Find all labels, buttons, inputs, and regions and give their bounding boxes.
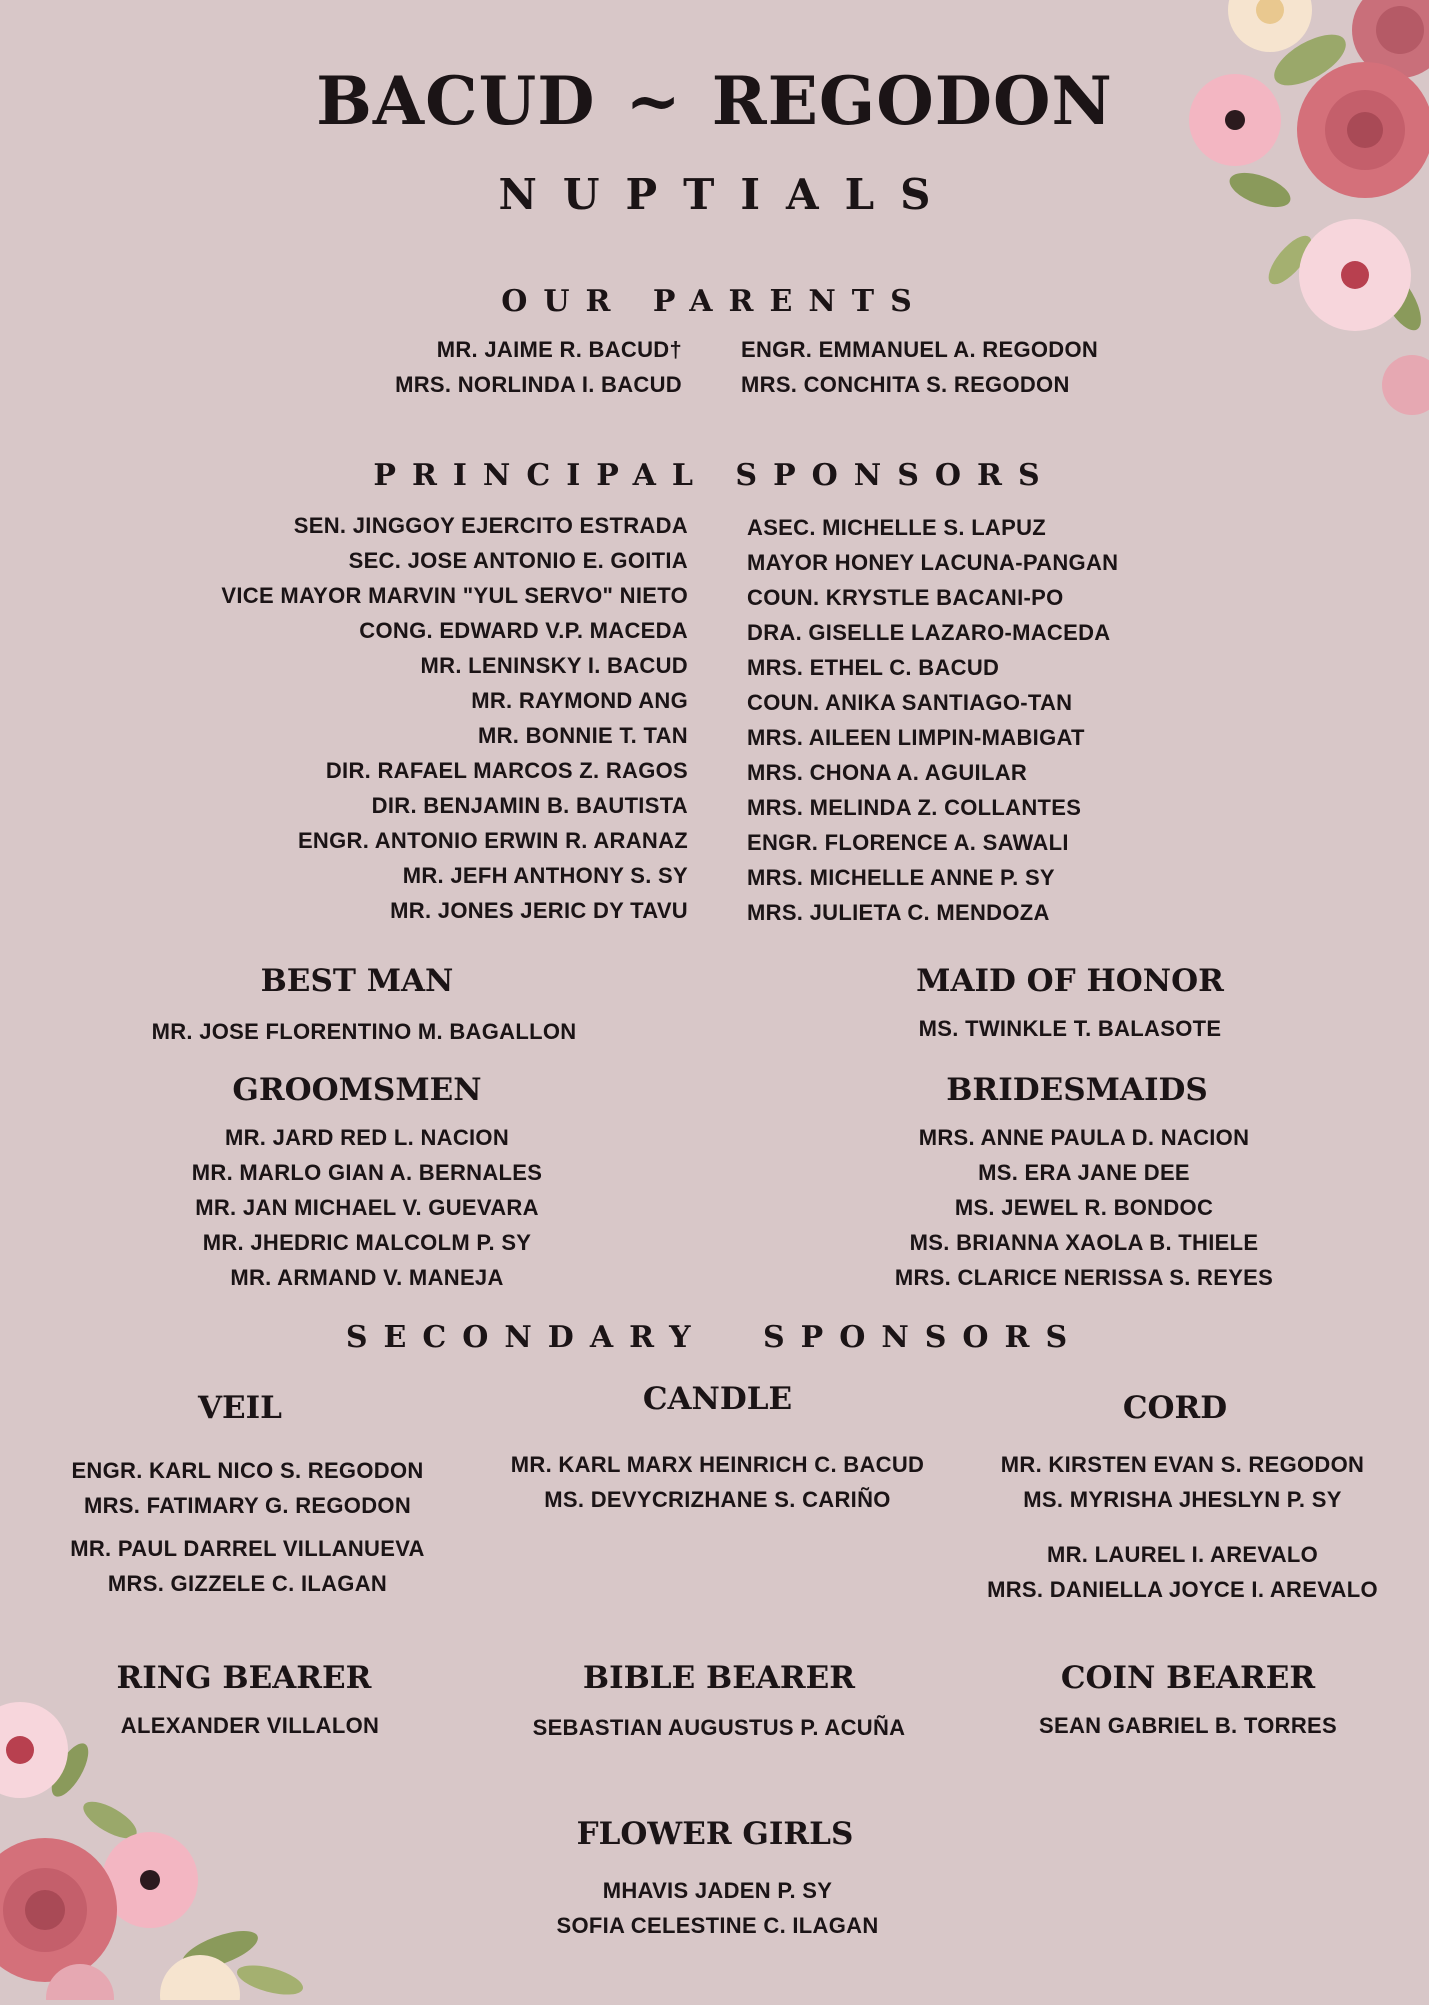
list-item: MR. PAUL DARREL VILLANUEVA [70,1536,425,1561]
list-item: MRS. CONCHITA S. REGODON [741,372,1070,397]
principal-sponsors-right-list [747,510,1227,930]
veil-sponsors-pair-2 [40,1531,455,1601]
list-item: MS. MYRISHA JHESLYN P. SY [1023,1487,1342,1512]
list-item: MR. BONNIE T. TAN [477,723,688,748]
cord-heading: CORD [1122,1390,1228,1426]
bridesmaids-list [834,1120,1334,1295]
ring-bearer-heading: RING BEARER [116,1660,372,1696]
list-item: MRS. NORLINDA I. BACUD [395,372,682,397]
groomsmen-heading: GROOMSMEN [232,1072,482,1108]
candle-heading: CANDLE [642,1381,793,1417]
list-item: DIR. BENJAMIN B. BAUTISTA [371,793,688,818]
list-item: MRS. JULIETA C. MENDOZA [747,900,1050,925]
groomsmen-list [117,1120,617,1295]
list-item: MR. ARMAND V. MANEJA [230,1265,504,1290]
bible-bearer-name: SEBASTIAN AUGUSTUS P. ACUÑA [532,1715,906,1740]
list-item: ENGR. FLORENCE A. SAWALI [747,830,1069,855]
list-item: MRS. FATIMARY G. REGODON [83,1493,412,1518]
veil-sponsors-pair-1 [40,1453,455,1523]
groom-parents-list [280,332,682,402]
list-item: MR. JONES JERIC DY TAVU [390,898,688,923]
list-item: COUN. KRYSTLE BACANI-PO [747,585,1064,610]
list-item: SEN. JINGGOY EJERCITO ESTRADA [293,513,688,538]
list-item: MRS. AILEEN LIMPIN-MABIGAT [747,725,1085,750]
ring-bearer-name: ALEXANDER VILLALON [120,1713,380,1738]
list-item: ENGR. KARL NICO S. REGODON [71,1458,424,1483]
flower-girls-list [490,1873,945,1943]
principal-sponsors-heading: PRINCIPAL SPONSORS [373,458,1056,493]
list-item: MRS. CHONA A. AGUILAR [747,760,1028,785]
list-item: MR. JAN MICHAEL V. GUEVARA [195,1195,539,1220]
list-item: MRS. DANIELLA JOYCE I. AREVALO [987,1577,1378,1602]
cord-sponsors-pair-1 [975,1447,1390,1517]
list-item: MS. ERA JANE DEE [978,1160,1190,1185]
list-item: MR. MARLO GIAN A. BERNALES [191,1160,543,1185]
list-item: MS. DEVYCRIZHANE S. CARIÑO [544,1487,891,1512]
candle-sponsors-pair-1 [490,1447,945,1517]
list-item: MR. JEFH ANTHONY S. SY [402,863,688,888]
list-item: SEC. JOSE ANTONIO E. GOITIA [348,548,688,573]
list-item: MRS. ETHEL C. BACUD [747,655,1000,680]
flower-girls-heading: FLOWER GIRLS [576,1816,854,1852]
list-item: MRS. CLARICE NERISSA S. REYES [894,1265,1274,1290]
cord-sponsors-pair-2 [975,1537,1390,1607]
veil-heading: VEIL [198,1390,282,1426]
maid-of-honor-heading: MAID OF HONOR [916,963,1224,999]
list-item: MS. BRIANNA XAOLA B. THIELE [909,1230,1259,1255]
list-item: SOFIA CELESTINE C. ILAGAN [556,1913,879,1938]
coin-bearer-heading: COIN BEARER [1060,1660,1316,1696]
list-item: MRS. MICHELLE ANNE P. SY [747,865,1055,890]
list-item: MR. JARD RED L. NACION [224,1125,510,1150]
list-item: ASEC. MICHELLE S. LAPUZ [747,515,1047,540]
list-item: MR. JHEDRIC MALCOLM P. SY [202,1230,532,1255]
list-item: MR. LAUREL I. AREVALO [1046,1542,1319,1567]
secondary-sponsors-heading: SECONDARY SPONSORS [345,1320,1084,1355]
best-man-name: MR. JOSE FLORENTINO M. BAGALLON [151,1019,577,1044]
principal-sponsors-left-list [150,508,688,928]
bride-family-name: REGODON [711,62,1113,140]
list-item: MRS. ANNE PAULA D. NACION [918,1125,1250,1150]
list-item: MS. JEWEL R. BONDOC [954,1195,1214,1220]
list-item: MR. KIRSTEN EVAN S. REGODON [1000,1452,1365,1477]
list-item: MRS. GIZZELE C. ILAGAN [107,1571,388,1596]
list-item: COUN. ANIKA SANTIAGO-TAN [747,690,1073,715]
bride-parents-list [741,332,1161,402]
bible-bearer-heading: BIBLE BEARER [582,1660,856,1696]
groom-family-name: BACUD [316,62,596,140]
list-item: MR. LENINSKY I. BACUD [420,653,688,678]
best-man-heading: BEST MAN [260,963,454,999]
list-item: MHAVIS JADEN P. SY [602,1878,833,1903]
bridesmaids-heading: BRIDESMAIDS [946,1072,1208,1108]
coin-bearer-name: SEAN GABRIEL B. TORRES [1039,1713,1337,1738]
list-item: MAYOR HONEY LACUNA-PANGAN [747,550,1119,575]
subtitle: NUPTIALS [498,170,957,219]
list-item: MR. RAYMOND ANG [471,688,688,713]
list-item: MR. JAIME R. BACUD† [436,337,682,362]
title-separator: ~ [625,62,682,140]
list-item: ENGR. ANTONIO ERWIN R. ARANAZ [297,828,688,853]
list-item: VICE MAYOR MARVIN "YUL SERVO" NIETO [221,583,688,608]
list-item: ENGR. EMMANUEL A. REGODON [741,337,1099,362]
list-item: MRS. MELINDA Z. COLLANTES [747,795,1082,820]
list-item: DIR. RAFAEL MARCOS Z. RAGOS [325,758,688,783]
maid-of-honor-name: MS. TWINKLE T. BALASOTE [918,1016,1222,1041]
list-item: CONG. EDWARD V.P. MACEDA [359,618,688,643]
couple-title [0,62,1429,140]
list-item: DRA. GISELLE LAZARO-MACEDA [747,620,1111,645]
parents-heading: OUR PARENTS [501,284,928,319]
list-item: MR. KARL MARX HEINRICH C. BACUD [510,1452,925,1477]
